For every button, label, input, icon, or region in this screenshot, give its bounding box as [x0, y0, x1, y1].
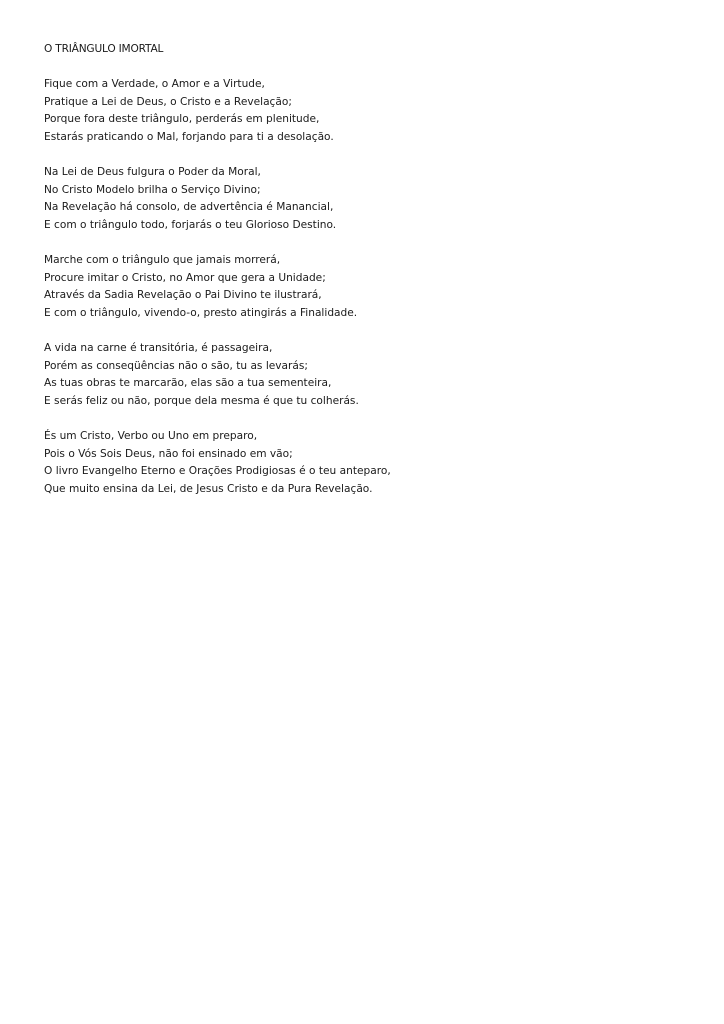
stanza-2: [44, 164, 684, 234]
poem-line: Fique com a Verdade, o Amor e a Virtude,: [44, 78, 265, 91]
poem-line: Que muito ensina da Lei, de Jesus Cristo e da Pura Revelação.: [44, 482, 373, 495]
poem-line: Procure imitar o Cristo, no Amor que gera a Unidade;: [44, 271, 326, 284]
poem-title: O TRIÂNGULO IMORTAL: [44, 43, 164, 55]
stanza-3: [44, 252, 684, 322]
poem-line: Marche com o triângulo que jamais morrerá,: [44, 254, 281, 267]
poem-line: Na Lei de Deus fulgura o Poder da Moral,: [44, 166, 261, 179]
poem-line: E serás feliz ou não, porque dela mesma é que tu colherás.: [44, 394, 359, 407]
poem-line: És um Cristo, Verbo ou Uno em preparo,: [44, 430, 258, 443]
poem-line: E com o triângulo todo, forjarás o teu Glorioso Destino.: [44, 218, 337, 231]
poem-line: A vida na carne é transitória, é passageira,: [44, 342, 273, 355]
poem-line: Estarás praticando o Mal, forjando para ti a desolação.: [44, 130, 334, 143]
poem-line: As tuas obras te marcarão, elas são a tua sementeira,: [44, 377, 332, 390]
stanza-5: [44, 428, 684, 498]
poem-line: Pratique a Lei de Deus, o Cristo e a Revelação;: [44, 95, 292, 108]
poem-line: No Cristo Modelo brilha o Serviço Divino;: [44, 183, 261, 196]
poem-line: Pois o Vós Sois Deus, não foi ensinado em vão;: [44, 447, 293, 460]
poem-line: Na Revelação há consolo, de advertência é Manancial,: [44, 201, 334, 214]
poem-line: Através da Sadia Revelação o Pai Divino te ilustrará,: [44, 289, 322, 302]
stanza-4: [44, 340, 684, 410]
poem-line: Porque fora deste triângulo, perderás em plenitude,: [44, 113, 320, 126]
poem-line: O livro Evangelho Eterno e Orações Prodigiosas é o teu anteparo,: [44, 465, 391, 478]
stanza-1: [44, 76, 684, 146]
poem-line: Porém as conseqüências não o são, tu as levarás;: [44, 359, 308, 372]
poem-body: [44, 41, 684, 516]
poem-line: E com o triângulo, vivendo-o, presto atingirás a Finalidade.: [44, 306, 358, 319]
